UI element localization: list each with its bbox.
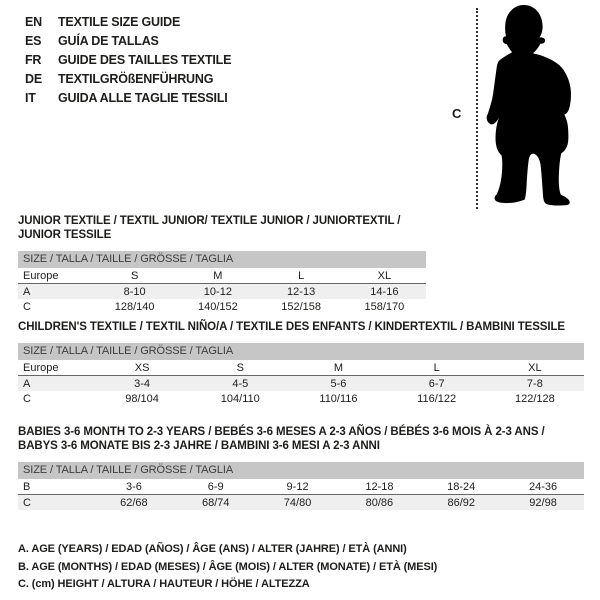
size-header-bar: SIZE / TALLA / TAILLE / GRÖSSE / TAGLIA [18, 251, 426, 268]
size-cell: XL [486, 360, 584, 376]
table-row [18, 479, 584, 495]
size-cell: XL [343, 268, 426, 284]
table-row [18, 495, 584, 511]
size-cell: 6-9 [175, 479, 257, 495]
size-cell: 110/116 [319, 392, 358, 405]
size-cell: 68/74 [201, 496, 230, 509]
language-code: ES [25, 34, 42, 48]
language-title: GUÍA DE TALLAS [58, 34, 159, 48]
size-cell: 122/128 [514, 392, 555, 405]
size-cell: 6-7 [428, 377, 445, 390]
size-cell: 152/158 [281, 300, 321, 313]
language-title-list [25, 13, 231, 108]
junior-textile-section [18, 214, 426, 314]
language-title: GUIDE DES TAILLES TEXTILE [58, 53, 232, 67]
section-title: JUNIOR TEXTILE / TEXTIL JUNIOR/ TEXTILE JUNIOR / JUNIORTEXTIL / JUNIOR TESSILE [18, 215, 401, 241]
language-code: EN [25, 15, 42, 29]
size-cell: 80/86 [365, 496, 394, 509]
size-cell: 10-12 [203, 285, 232, 298]
size-cell: 24-36 [502, 479, 584, 495]
size-cell: 12-18 [338, 479, 420, 495]
language-row-it [25, 89, 231, 108]
size-cell: 12-13 [287, 285, 316, 298]
size-cell: 7-8 [526, 377, 543, 390]
table-row [18, 376, 584, 392]
row-label: C [23, 496, 31, 509]
row-label: Europe [18, 360, 93, 376]
row-label: C [23, 392, 31, 405]
size-cell: 116/122 [417, 392, 457, 405]
size-cell: 86/92 [447, 496, 475, 509]
size-cell: 3-6 [93, 479, 175, 495]
size-cell: 128/140 [114, 300, 155, 313]
language-title: TEXTILGRÖßENFÜHRUNG [58, 72, 214, 86]
junior-size-table [18, 268, 426, 314]
language-row-es [25, 32, 231, 51]
babies-textile-section [18, 425, 584, 510]
language-row-fr [25, 51, 231, 70]
table-row [18, 284, 426, 300]
table-row [18, 299, 426, 314]
row-label: A [23, 285, 31, 298]
height-measure-label: C [452, 106, 462, 121]
size-cell: 98/104 [125, 392, 159, 405]
legend-line-b: B. AGE (MONTHS) / EDAD (MESES) / ÂGE (MOIS) / ALTER (MONATE) / ETÀ (MESI) [18, 560, 438, 573]
legend-line-c: C. (cm) HEIGHT / ALTURA / HAUTEUR / HÖHE / ALTEZZA [18, 578, 310, 590]
table-row [18, 268, 426, 284]
row-label: A [23, 377, 31, 390]
children-size-table [18, 360, 584, 406]
size-cell: M [289, 360, 387, 376]
size-cell: 158/170 [364, 300, 405, 313]
language-title: GUIDA ALLE TAGLIE TESSILI [58, 91, 228, 105]
size-cell: S [191, 360, 289, 376]
size-cell: 9-12 [257, 479, 339, 495]
measurement-legend [18, 541, 437, 594]
language-title: TEXTILE SIZE GUIDE [58, 15, 181, 29]
size-cell: 8-10 [123, 285, 146, 298]
table-row [18, 391, 584, 406]
size-cell: 104/110 [220, 392, 260, 405]
row-label: Europe [18, 268, 93, 284]
language-code: DE [25, 72, 42, 86]
size-cell: 5-6 [330, 377, 347, 390]
babies-size-table [18, 479, 584, 510]
language-code: IT [25, 91, 36, 105]
children-textile-section [18, 320, 584, 406]
row-label: C [23, 300, 31, 313]
language-row-de [25, 70, 231, 89]
section-title: BABIES 3-6 MONTH TO 2-3 YEARS / BEBÉS 3-6 MESES A 2-3 AÑOS / BÉBÉS 3-6 MOIS À 2-3 ANS / BABYS 3-6 MONATE BIS 2-3 JAHRE / BAMBINI 3-6 MESI A 2-3 ANNI [18, 426, 545, 452]
size-cell: 92/98 [529, 496, 557, 509]
section-title: CHILDREN'S TEXTILE / TEXTIL NIÑO/A / TEXTILE DES ENFANTS / KINDERTEXTIL / BAMBINI TESSILE [18, 321, 565, 333]
height-reference-dotted-line [476, 8, 478, 209]
size-cell: 14-16 [370, 285, 399, 298]
size-cell: XS [93, 360, 191, 376]
size-cell: 62/68 [120, 496, 148, 509]
size-header-bar: SIZE / TALLA / TAILLE / GRÖSSE / TAGLIA [18, 343, 584, 360]
size-cell: S [93, 268, 176, 284]
size-cell: 140/152 [197, 300, 238, 313]
size-cell: 18-24 [420, 479, 502, 495]
legend-line-a: A. AGE (YEARS) / EDAD (AÑOS) / ÂGE (ANS) / ALTER (JAHRE) / ETÀ (ANNI) [18, 543, 407, 555]
table-row [18, 360, 584, 376]
language-row-en [25, 13, 231, 32]
toddler-silhouette-icon [483, 5, 595, 208]
size-header-bar: SIZE / TALLA / TAILLE / GRÖSSE / TAGLIA [18, 462, 584, 479]
language-code: FR [25, 53, 42, 67]
size-cell: M [176, 268, 259, 284]
size-cell: 74/80 [283, 496, 312, 509]
size-cell: L [260, 268, 343, 284]
row-label: B [18, 479, 93, 495]
size-cell: 4-5 [232, 377, 249, 390]
size-cell: 3-4 [134, 377, 151, 390]
size-cell: L [388, 360, 486, 376]
